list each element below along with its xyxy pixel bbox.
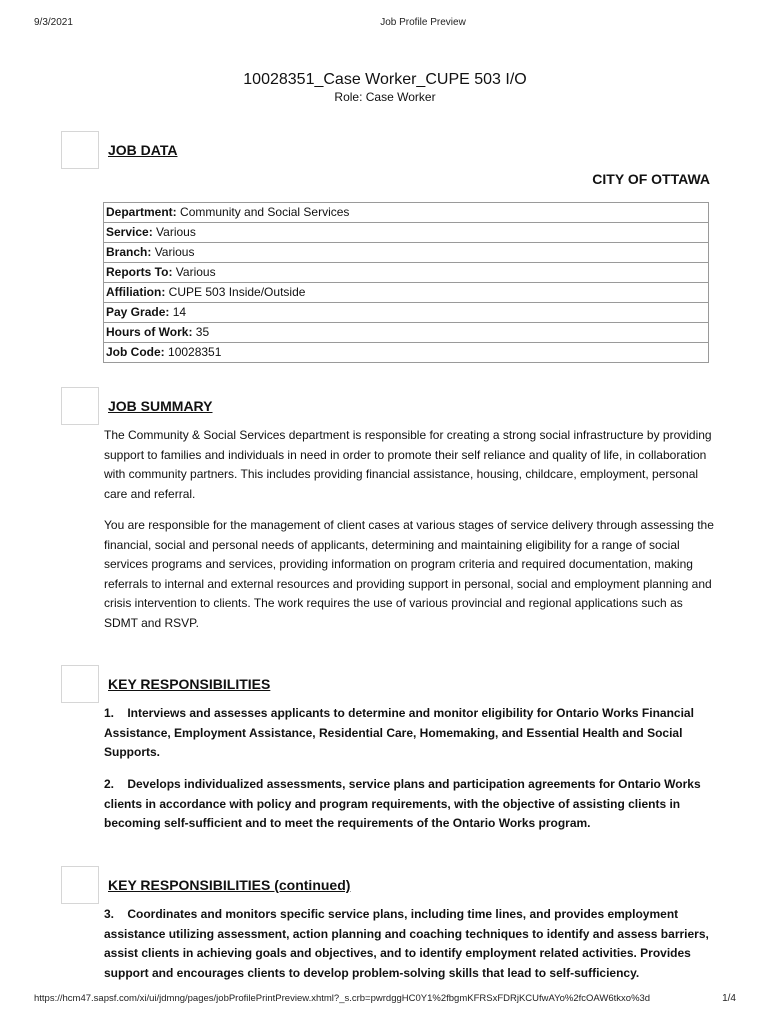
- job-data-value: 35: [195, 325, 210, 339]
- job-data-row: [104, 283, 709, 303]
- section-image-placeholder: [61, 387, 99, 425]
- job-summary-heading: JOB SUMMARY: [108, 398, 213, 414]
- responsibility-item: 3. Coordinates and monitors specific service plans, including time lines, and provides employment assistance utilizing assessment, action planning and coaching techniques to identify and assess barriers, assist clients in achieving goals and objectives, and to identify employment related activities. Provides support and encourages clients to develop problem-solving skills that lead to self-sufficiency.: [104, 907, 713, 980]
- job-data-label: Service:: [106, 225, 153, 239]
- page-number: 1/4: [722, 993, 736, 1004]
- job-data-row: [104, 323, 709, 343]
- job-data-table: [103, 202, 709, 363]
- print-date: 9/3/2021: [34, 17, 73, 28]
- job-data-label: Branch:: [106, 245, 152, 259]
- section-image-placeholder: [61, 665, 99, 703]
- responsibility-item: 1. Interviews and assesses applicants to determine and monitor eligibility for Ontario Works Financial Assistance, Employment Assistance, Residential Care, Homemaking, and Essential Health and Social Supports.: [104, 706, 697, 760]
- job-data-heading: JOB DATA: [108, 142, 178, 158]
- section-image-placeholder: [61, 866, 99, 904]
- document-title: 10028351_Case Worker_CUPE 503 I/O: [243, 71, 527, 88]
- key-responsibilities-heading: KEY RESPONSIBILITIES: [108, 676, 271, 692]
- summary-paragraph: The Community & Social Services department is responsible for creating a strong social infrastructure by providing support to families and individuals in need in order to promote their self reliance and quality of life, in collaboration with community partners. This includes providing financial assistance, housing, childcare, employment, personal care and referral.: [104, 428, 712, 501]
- job-data-value: Various: [156, 225, 196, 239]
- job-data-label: Reports To:: [106, 265, 173, 279]
- job-data-row: [104, 203, 709, 223]
- job-data-value: 10028351: [168, 345, 222, 359]
- job-data-label: Job Code:: [106, 345, 165, 359]
- summary-paragraph: You are responsible for the management of client cases at various stages of service delivery through assessing the financial, social and personal needs of applicants, determining and maintaining eligibility for a range of social services programs and services, providing information on program criteria and required documentation, making referrals to internal and external resources and providing support in personal, social and employment planning and crisis intervention to clients. The work requires the use of various provincial and regional applications such as SDMT and RSVP.: [104, 518, 714, 630]
- responsibility-item: 2. Develops individualized assessments, service plans and participation agreements for Ontario Works clients in accordance with policy and program requirements, with the objective of assisting clients in becoming self-sufficient and to meet the requirements of the Ontario Works program.: [104, 777, 704, 831]
- job-data-value: 14: [172, 305, 187, 319]
- job-data-value: CUPE 503 Inside/Outside: [168, 285, 306, 299]
- job-data-row: [104, 223, 709, 243]
- job-data-value: Various: [175, 265, 216, 279]
- job-data-row: [104, 263, 709, 283]
- job-data-label: Department:: [106, 205, 177, 219]
- organization-name: CITY OF OTTAWA: [592, 171, 710, 187]
- job-data-row: [104, 243, 709, 263]
- job-data-value: Various: [154, 245, 195, 259]
- page-url: https://hcm47.sapsf.com/xi/ui/jdmng/pages/jobProfilePrintPreview.xhtml?_s.crb=pwrdggHC0Y1%2fbgmKFRSxFDRjKCUfwAYo%2fcOAW6tkxo%3d: [34, 993, 651, 1004]
- job-data-label: Pay Grade:: [106, 305, 170, 319]
- job-data-label: Affiliation:: [106, 285, 166, 299]
- job-data-row: [104, 303, 709, 323]
- role-subtitle: Role: Case Worker: [334, 90, 436, 104]
- job-data-value: Community and Social Services: [180, 205, 350, 219]
- section-image-placeholder: [61, 131, 99, 169]
- job-data-row: [104, 343, 709, 363]
- print-title: Job Profile Preview: [380, 17, 466, 28]
- key-responsibilities-continued-heading: KEY RESPONSIBILITIES (continued): [108, 877, 351, 893]
- job-data-label: Hours of Work:: [106, 325, 193, 339]
